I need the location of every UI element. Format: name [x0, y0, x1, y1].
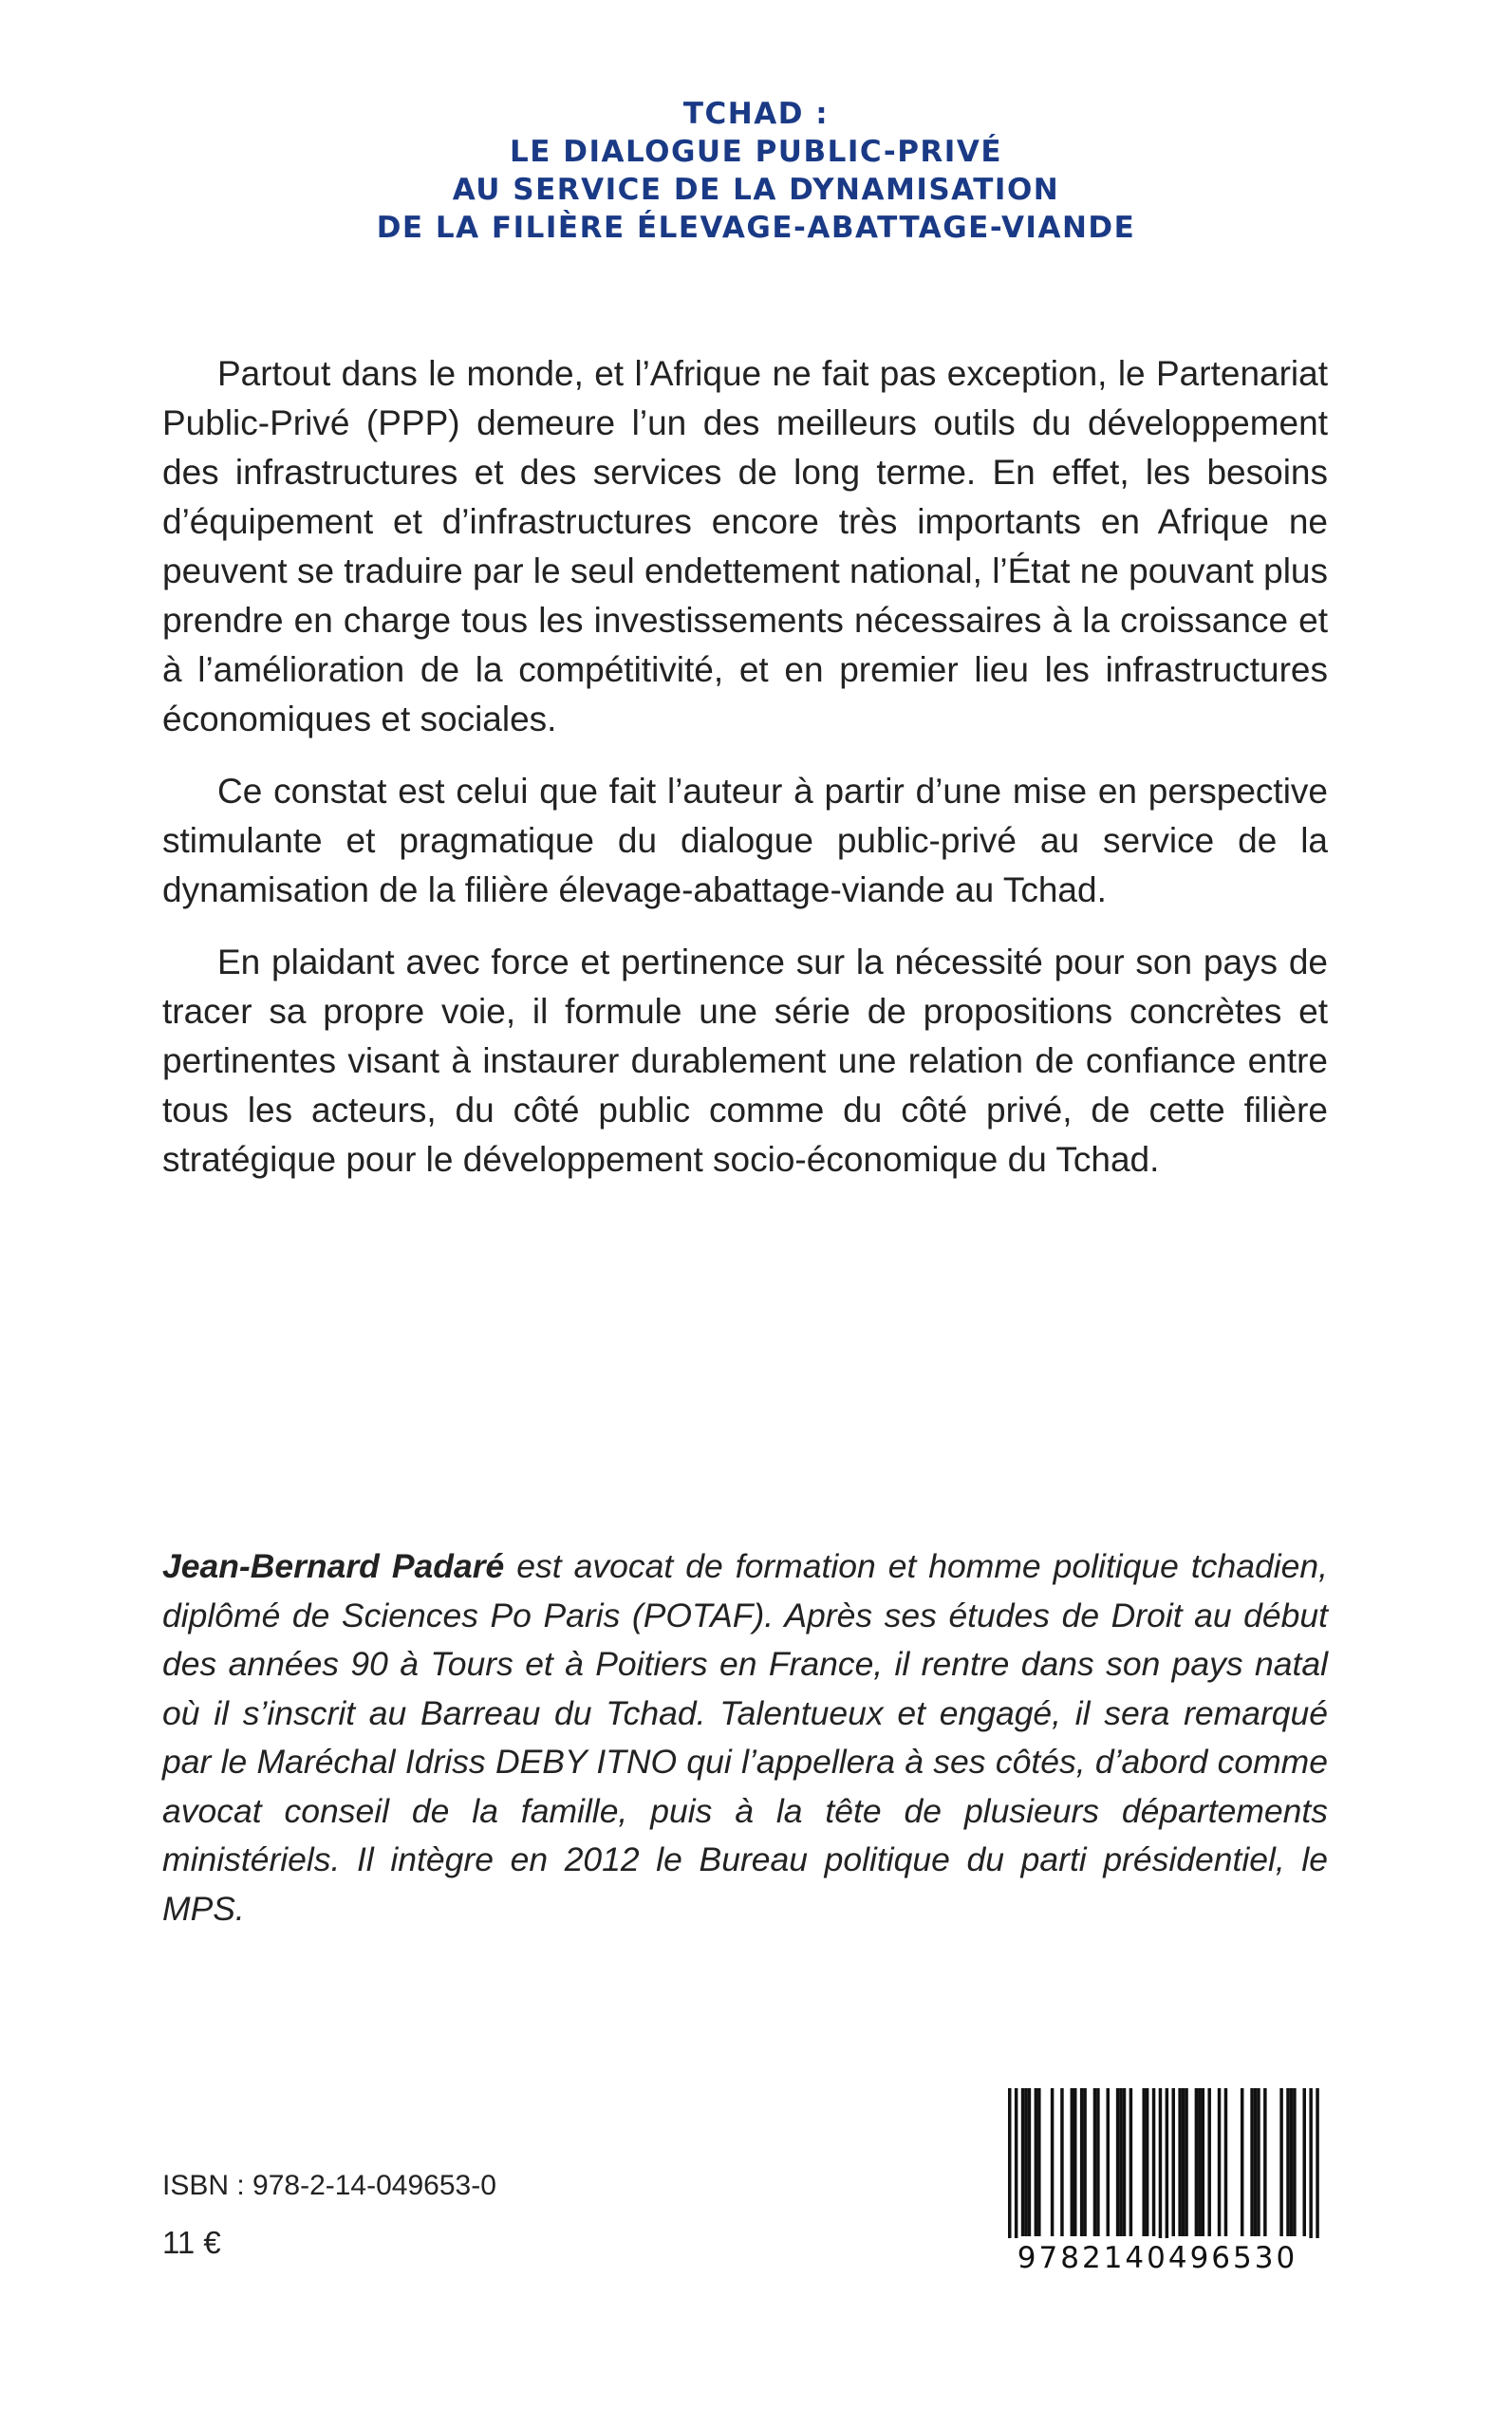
barcode-bar: [1037, 2088, 1041, 2236]
barcode-bar: [1024, 2088, 1028, 2236]
barcode-bar: [1290, 2088, 1294, 2236]
summary-paragraph: Ce constat est celui que fait l’auteur à partir d’une mise en perspective stimulante et pragmatique du dialogue public-privé au service de la dynamisation de la filière élevage-abattage-viande au Tchad.: [162, 772, 1328, 909]
barcode-bar: [1202, 2088, 1205, 2236]
barcode-bar: [1073, 2088, 1077, 2236]
barcode-bar: [1028, 2088, 1032, 2236]
barcode-bar: [1254, 2088, 1258, 2236]
barcode-bar: [1021, 2088, 1025, 2236]
barcode-bar: [1035, 2088, 1038, 2236]
barcode-bar: [1116, 2088, 1120, 2236]
barcode-bar: [1279, 2088, 1283, 2236]
barcode-guard-bar: [1159, 2088, 1163, 2250]
barcode-guard-bar: [1316, 2088, 1319, 2250]
barcode-bar: [1257, 2088, 1260, 2236]
barcode-bar: [1146, 2088, 1149, 2236]
author-bio-text: est avocat de formation et homme politique tchadien, diplômé de Sciences Po Paris (POTAF). Après ses études de Droit au début des années 90 à Tours et à Poitiers en France, il rentre dans son pays natal où il s’inscrit au Barreau du Tchad. Talentueux et engagé, il sera remarqué par le Maréchal Idriss DEBY ITNO qui l’appellera à ses côtés, d’abord comme avocat conseil de la famille, puis à la tête de plusieurs départements ministériels. Il intègre en 2012 le Bureau politique du parti présidentiel, le MPS.: [162, 1547, 1329, 1928]
barcode-bar: [1096, 2088, 1100, 2236]
barcode-bar: [1286, 2088, 1290, 2236]
barcode: [987, 2088, 1328, 2278]
barcode-bar: [1152, 2088, 1156, 2236]
barcode-bar: [1178, 2088, 1182, 2236]
barcode-guard-bar: [1015, 2088, 1018, 2250]
back-cover-title: [0, 95, 1512, 247]
barcode-bar: [1241, 2088, 1244, 2236]
barcode-bar: [1185, 2088, 1188, 2236]
isbn-label: ISBN : 978-2-14-049653-0: [162, 2170, 496, 2201]
barcode-bar: [1071, 2088, 1074, 2236]
author-bio: [162, 1542, 1328, 1933]
barcode-bar: [1142, 2088, 1146, 2236]
barcode-bar: [1123, 2088, 1127, 2236]
barcode-bar: [1218, 2088, 1222, 2236]
barcode-guard-bar: [1008, 2088, 1012, 2250]
barcode-bar: [1107, 2088, 1111, 2236]
barcode-bar: [1263, 2088, 1267, 2236]
barcode-bar: [1083, 2088, 1087, 2236]
barcode-bar: [1250, 2088, 1254, 2236]
barcode-digits: 9782140496530: [987, 2238, 1328, 2278]
title-line: LE DIALOGUE PUBLIC-PRIVÉ: [510, 135, 1002, 169]
barcode-guard-bar: [1309, 2088, 1313, 2250]
barcode-guard-bar: [1166, 2088, 1169, 2250]
barcode-bar: [1182, 2088, 1185, 2236]
barcode-bar: [1207, 2088, 1211, 2236]
barcode-bar: [1060, 2088, 1064, 2236]
title-line: TCHAD :: [682, 97, 830, 131]
barcode-bar: [1093, 2088, 1097, 2236]
barcode-bar: [1129, 2088, 1133, 2236]
barcode-bar: [1051, 2088, 1055, 2236]
barcode-bar: [1303, 2088, 1307, 2236]
price-label: 11 €: [162, 2225, 221, 2260]
barcode-bar: [1080, 2088, 1084, 2236]
barcode-bar: [1172, 2088, 1176, 2236]
title-line: AU SERVICE DE LA DYNAMISATION: [452, 173, 1060, 207]
author-name: Jean-Bernard Padaré: [162, 1547, 505, 1585]
summary-paragraph: En plaidant avec force et pertinence sur la nécessité pour son pays de tracer sa propre voie, il formule une série de propositions concrètes et pertinentes visant à instaurer durablement une relation de confiance entre tous les acteurs, du côté public comme du côté privé, de cette filière stratégique pour le développement socio-économique du Tchad.: [162, 943, 1328, 1179]
title-line: DE LA FILIÈRE ÉLEVAGE-ABATTAGE-VIANDE: [376, 211, 1136, 245]
barcode-bar: [1224, 2088, 1228, 2236]
summary-text: [162, 349, 1328, 1207]
barcode-bar: [1293, 2088, 1297, 2236]
barcode-bar: [1119, 2088, 1123, 2236]
summary-paragraph: Partout dans le monde, et l’Afrique ne fait pas exception, le Partenariat Public-Privé (PPP) demeure l’un des meilleurs outils du développement des infrastructures et des services de long terme. En effet, les besoins d’équipement et d’infrastructures encore très importants en Afrique ne peuvent se traduire par le seul endettement national, l’État ne pouvant plus prendre en charge tous les investissements nécessaires à la croissance et à l’amélioration de la compétitivité, et en premier lieu les infrastructures économiques et sociales.: [162, 354, 1328, 738]
barcode-bar: [1198, 2088, 1202, 2236]
barcode-bar: [1195, 2088, 1199, 2236]
